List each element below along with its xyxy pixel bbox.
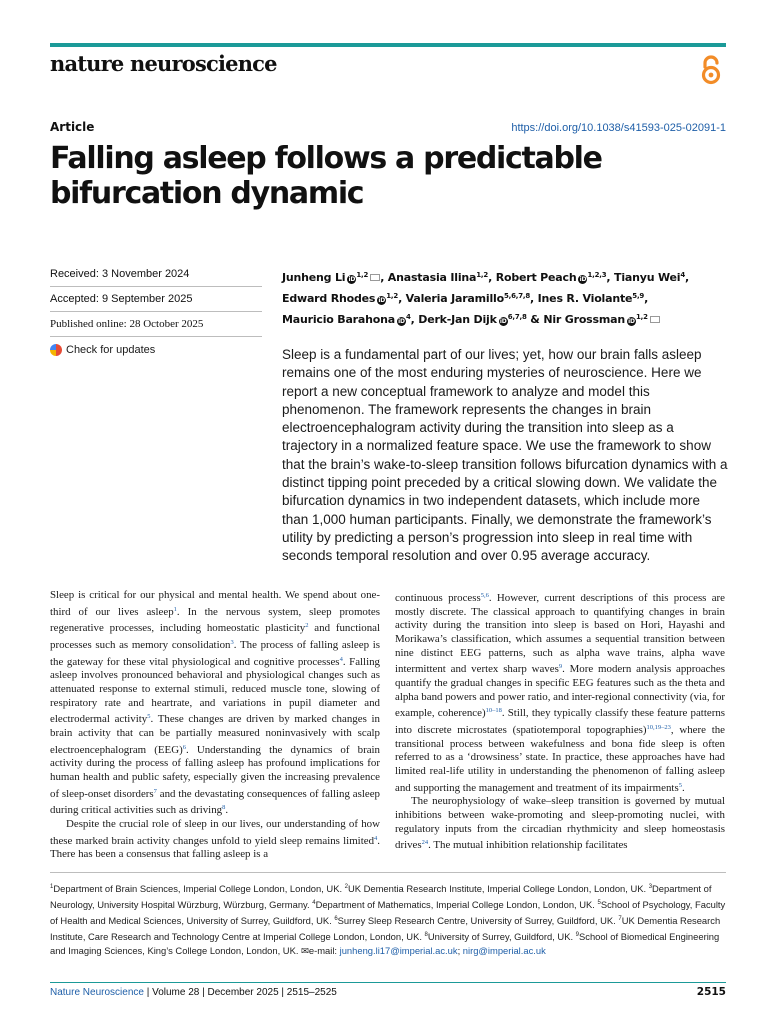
citation-ref[interactable]: 8: [222, 804, 226, 812]
footer-citation: [50, 987, 337, 998]
affiliation-text: Surrey Sleep Research Centre, University of Surrey, Guildford, UK.: [337, 915, 619, 926]
email-icon[interactable]: [650, 316, 660, 323]
email-icon: ✉: [301, 945, 309, 956]
article-type-label: Article: [50, 120, 95, 134]
citation-ref[interactable]: 5: [147, 713, 151, 721]
doi-link[interactable]: https://doi.org/10.1038/s41593-025-02091-1: [511, 122, 726, 134]
email-link[interactable]: nirg@imperial.ac.uk: [462, 945, 546, 956]
footer-rule: [50, 982, 726, 983]
accepted-date: Accepted: 9 September 2025: [50, 287, 262, 312]
email-icon[interactable]: [370, 274, 380, 281]
footnote-divider: [50, 872, 726, 873]
affiliation-text: School of Psychology, Faculty of Health and Medical Sciences, University of Surrey, Guildford, UK.: [50, 899, 726, 926]
author-name: Tianyu Wei: [614, 271, 681, 284]
author-name: Nir Grossman: [543, 313, 625, 326]
author-affiliation: 1,2: [386, 292, 399, 300]
author: [406, 292, 530, 305]
author-name: Mauricio Barahona: [282, 313, 395, 326]
author-list: Junheng Li iD$^{1,2}$ , Anastasia Ilina$^{1,2}$, Robert Peach iD$^{1,2,3}$, Tianyu Wei$^4$, Edward Rhodes iD$^{1,2}$, Valeria Jaramillo$^{5,6,7,8}$, Ines R. Violante$^{5,9}$, Mauricio Barahona iD$^4$, Derk-Jan Dijk iD$^{6,7,8}$ & Nir Grossman iD$^{1,2}$: [282, 271, 690, 326]
affiliation-number: 1: [50, 884, 54, 890]
body-column-right: [395, 589, 725, 853]
citation-ref[interactable]: 7: [153, 787, 157, 795]
citation-ref[interactable]: 2: [305, 622, 309, 630]
author: [496, 271, 607, 284]
citation-ref[interactable]: 24: [421, 839, 429, 847]
body-paragraph: Despite the crucial role of sleep in our lives, our understanding of how these marked brain activity changes unfold to yield sleep remains limited$^4$. There has been a consensus that falling asleep is a: [50, 817, 380, 861]
author-affiliation: 5,9: [632, 292, 645, 300]
author: [282, 292, 398, 305]
affiliation-text: University of Surrey, Guildford, UK.: [427, 931, 576, 942]
affiliation-text: UK Dementia Research Institute, Imperial College London, London, UK.: [348, 883, 649, 894]
author: [388, 271, 488, 284]
affiliation-number: 9: [575, 932, 580, 938]
author-name: Ines R. Violante: [537, 292, 633, 305]
received-date: Received: 3 November 2024: [50, 262, 262, 287]
orcid-icon[interactable]: iD: [628, 318, 635, 325]
citation-ref[interactable]: 9: [558, 663, 563, 671]
author-name: Robert Peach: [495, 271, 577, 284]
journal-name: nature neuroscience: [50, 51, 277, 76]
affiliation-number: 7: [618, 916, 622, 922]
author: [418, 313, 526, 326]
body-column-left: [50, 589, 380, 862]
affiliation-number: 8: [424, 932, 428, 938]
header-accent-rule: [50, 43, 726, 47]
citation-ref[interactable]: 3: [230, 638, 234, 646]
author: [543, 313, 659, 326]
citation-ref[interactable]: 5: [678, 781, 682, 789]
affiliation-number: 5: [597, 900, 601, 906]
author-affiliation: 5,6,7,8: [503, 292, 531, 300]
orcid-icon[interactable]: iD: [579, 276, 587, 283]
orcid-icon[interactable]: iD: [378, 297, 386, 304]
author: [282, 271, 380, 284]
citation-ref[interactable]: 10–18: [485, 707, 502, 715]
affiliation-number: 6: [334, 916, 338, 922]
article-title: [50, 141, 602, 211]
author-affiliation: 1,2: [635, 313, 648, 321]
citation-ref[interactable]: 4: [374, 834, 378, 842]
published-date: Published online: 28 October 2025: [50, 312, 262, 337]
check-for-updates-button[interactable]: [50, 337, 262, 363]
citation-ref[interactable]: 6: [182, 743, 186, 751]
author-name: Derk-Jan Dijk: [418, 313, 497, 326]
citation-ref[interactable]: 10,19–23: [646, 723, 671, 731]
footer-volume: | Volume 28 | December 2025 | 2515–2525: [143, 987, 337, 998]
article-dates: [50, 262, 262, 363]
author-affiliation: 1,2,3: [587, 271, 607, 279]
orcid-icon[interactable]: iD: [348, 276, 356, 283]
crossmark-icon: [50, 344, 62, 356]
author-affiliation: 4: [680, 271, 686, 279]
author: [614, 271, 685, 284]
affiliation-text: Department of Brain Sciences, Imperial College London, London, UK.: [53, 883, 345, 894]
author-name: Edward Rhodes: [282, 292, 376, 305]
author: [538, 292, 644, 305]
author-affiliation: 4: [405, 313, 411, 321]
email-link[interactable]: junheng.li17@imperial.ac.uk: [339, 945, 458, 956]
orcid-icon[interactable]: iD: [499, 318, 507, 325]
abstract: Sleep is a fundamental part of our lives; yet, how our brain falls asleep remains one of the most enduring mysteries of neuroscience. Here we report a new conceptual framework to analyze and model this phenomenon. The framework represents the changes in brain electroencephalogram activity during the transition into sleep as a trajectory in a normalized feature space. We use the framework to show that the brain’s wake-to-sleep transition follows bifurcation dynamics with a distinct tipping point preceded by a critical slowing down. We validate the bifurcation dynamics in two independent datasets, which include more than 1,000 human participants. Finally, we demonstrate the framework’s utility by predicting a person’s progression into sleep in real time with seconds temporal resolution and over 0.95 average accuracy.: [282, 347, 728, 564]
page-number: 2515: [696, 986, 726, 998]
affiliation-text: UK Dementia Research Institute, Care Research and Technology Centre at Imperial College London, London, UK.: [50, 915, 721, 942]
email-label: e-mail:: [308, 945, 340, 956]
citation-ref[interactable]: 4: [339, 655, 343, 663]
author-affiliation: 6,7,8: [507, 313, 527, 321]
affiliation-number: 3: [648, 884, 653, 890]
author-name: Valeria Jaramillo: [405, 292, 504, 305]
author-affiliation: 1,2: [476, 271, 489, 279]
affiliation-text: School of Biomedical Engineering and Imaging Sciences, King’s College London, London, UK.: [50, 931, 720, 956]
open-access-icon: [698, 54, 724, 86]
affiliation-text: Department of Mathematics, Imperial College London, London, UK.: [315, 899, 598, 910]
footer-journal[interactable]: Nature Neuroscience: [50, 987, 144, 998]
citation-ref[interactable]: 1: [173, 605, 177, 613]
affiliation-text: Department of Neurology, University Hospital Würzburg, Würzburg, Germany.: [50, 883, 712, 910]
body-paragraph: The neurophysiology of wake–sleep transition is governed by mutual inhibitions between wake-promoting and sleep-promoting nuclei, with regulatory inputs from the circadian rhythmicity and sleep homeostasis drives$^{24}$. The mutual inhibition relationship facilitates: [395, 795, 725, 852]
body-paragraph: continuous process$^{5,6}$. However, current descriptions of this process are mostly discrete. The classical approach to quantifying changes in brain activity during the transition into sleep is based on Hori, Hayashi and Morikawa’s classification, which assumes a sequential transition between nine distinct EEG patterns, such as alpha wave trains, alpha wave intermittent and vertex sharp waves$^9$. More modern analysis approaches quantify the gradual changes in specific EEG features such as the theta and alpha band powers and power ratio, and inter-regional connectivity (via, for example, coherence)$^{10-18}$. Still, they typically classify these feature patterns into discrete microstates (spatiotemporal topographies)$^{10,19-23}$, where the transitional process between wakefulness and bona fide sleep is often referred to as a ‘drowsiness’ state. In practice, these approaches have had limited real-life utility in understanding the phenomenon of falling asleep and supporting the management and treatment of its impairments$^5$.: [395, 592, 726, 794]
affiliation-number: 2: [344, 884, 348, 890]
author-name: Anastasia Ilina: [387, 271, 477, 284]
affiliation-number: 4: [312, 900, 316, 906]
author-affiliation: 1,2: [356, 271, 369, 279]
title-line: bifurcation dynamic: [50, 176, 364, 211]
email-separator: ;: [457, 945, 461, 956]
title-line: Falling asleep follows a predictable: [50, 141, 602, 176]
author: [282, 313, 411, 326]
author-name: Junheng Li: [282, 271, 346, 284]
affiliations: [50, 880, 726, 958]
check-for-updates-label: Check for updates: [66, 344, 156, 356]
orcid-icon[interactable]: iD: [398, 318, 405, 325]
citation-ref[interactable]: 5,6: [480, 592, 489, 599]
body-paragraph: Sleep is critical for our physical and mental health. We spend about one-third of our lives asleep$^1$. In the nervous system, sleep promotes regenerative processes, including homeostatic plasticity$^2$ and functional processes such as memory consolidation$^3$. The process of falling asleep is the gateway for these vital physiological and cognitive processes$^4$. Falling asleep involves pronounced behavioral and physiological changes such as attenuated response to external stimuli, reduced muscle tone, slowing of respiratory rate and heartrate, and variations in pupil diameter and electrodermal activity$^5$. These changes are driven by marked changes in brain activity that can be partially measured noninvasively with scalp electroencephalogram (EEG)$^6$. Understanding the dynamics of brain activity during the process of falling asleep has profound implications for human health and public safety, especially given the increasing prevalence of sleep-onset disorders$^7$ and the devastating consequences of falling asleep during critical activities such as driving$^8$.: [50, 589, 381, 817]
